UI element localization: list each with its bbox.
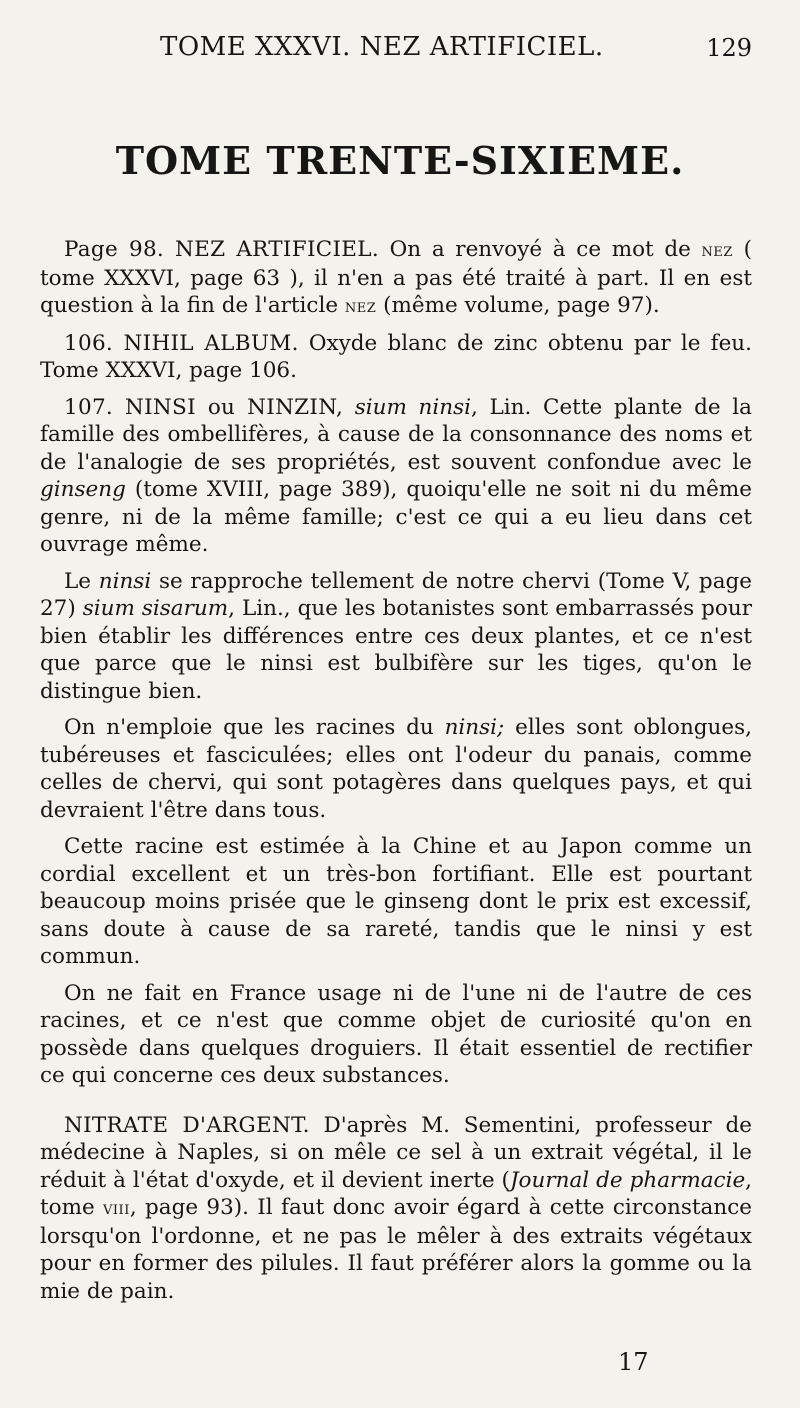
small-caps-run: nez <box>701 240 733 261</box>
paragraph-nez-artificiel <box>40 236 752 321</box>
text-run: , page 93). Il faut donc avoir égard à cette circonstance lorsqu'on l'ordonne, et ne pas le mêler à des extraits végétaux pour en former des pilules. Il faut préférer alors la gomme ou la mie de pain. <box>40 1195 752 1304</box>
text-run: (même volume, page 97). <box>376 293 660 318</box>
running-head <box>0 32 800 72</box>
paragraph-france <box>40 980 752 1090</box>
text-run: Cette racine est estimée à la Chine et au Japon comme un cordial excellent et un très-bon fortifiant. Elle est pourtant beaucoup moins prisée que le ginseng dont le prix est excessif, sans doute à cause de sa rareté, tandis que le ninsi y est commun. <box>40 834 752 969</box>
paragraph-ninsi <box>40 394 752 559</box>
italic-run: ginseng <box>40 477 126 502</box>
text-run: On ne fait en France usage ni de l'une ni de l'autre de ces racines, et ce n'est que comme objet de curiosité qu'on en possède dans quelques droguiers. Il était essentiel de rectifier ce qui concerne ces deux substances. <box>40 980 752 1088</box>
italic-run: sium ninsi <box>343 394 472 420</box>
running-title: TOME XXXVI. NEZ ARTIFICIEL. <box>160 32 604 62</box>
small-caps-run: viii <box>103 1198 130 1219</box>
italic-run: ninsi; <box>444 715 505 740</box>
text-run: Oxyde blanc de zinc obtenu par le feu. Tome XXXVI, page 106. <box>40 330 752 383</box>
italic-run: Journal de pharmacie <box>509 1167 746 1193</box>
page-number: 129 <box>706 34 752 62</box>
entry-heading: NITRATE D'ARGENT. <box>64 1112 310 1138</box>
paragraph-nitrate-argent <box>40 1112 752 1306</box>
text-run: , Lin. Cette plante de la famille des ombellifères, à cause de la consonnance des noms et de l'analogie de ses propriétés, est souvent confondue avec le <box>40 394 752 475</box>
text-run: On n'emploie que les racines du <box>64 715 445 740</box>
signature-mark: 17 <box>618 1348 649 1376</box>
entry-heading: 107. NINSI ou NINZIN, <box>64 394 344 420</box>
italic-run: sium sisarum <box>82 596 229 621</box>
italic-run: ninsi <box>98 568 152 594</box>
paragraph-ninsi-chervi <box>40 568 752 706</box>
text-run: , Lin., que les botanistes sont embarrassés pour bien établir les différences entre ces deux plantes, et ce n'est que parce que le ninsi est bulbifère sur les tiges, qu'on le distingue bien. <box>40 596 752 704</box>
body-text <box>40 236 752 1314</box>
entry-heading: Page 98. NEZ ARTIFICIEL. <box>64 237 379 262</box>
text-run: On a renvoyé à ce mot de <box>379 237 702 262</box>
text-run: se rapproche tellement de notre chervi (Tome V, page 27) <box>40 568 752 621</box>
section-title: TOME TRENTE-SIXIEME. <box>115 138 685 183</box>
small-caps-run: nez <box>344 296 377 317</box>
paragraph-chine-japon <box>40 833 752 971</box>
text-run: D'après M. Sementini, professeur de médecine à Naples, si on mêle ce sel à un extrait végétal, il le réduit à l'état d'oxyde, et il devient inerte ( <box>40 1112 752 1193</box>
text-run: ( tome XXXVI, page 63 ), il n'en a pas été traité à part. Il en est question à la fin de l'article <box>40 237 752 318</box>
text-run: (tome XVIII, page 389), quoiqu'elle ne soit ni du même genre, ni de la même famille; c'est ce qui a eu lieu dans cet ouvrage même. <box>40 477 752 557</box>
text-run: elles sont oblongues, tubéreuses et fasciculées; elles ont l'odeur du panais, comme celles de chervi, qui sont potagères dans quelques pays, et qui devraient l'être dans tous. <box>40 715 752 823</box>
text-run: Le <box>64 568 99 594</box>
paragraph-racines <box>40 714 752 824</box>
paragraph-nihil-album <box>40 330 752 385</box>
text-run: , tome <box>40 1167 753 1220</box>
entry-heading: 106. NIHIL ALBUM. <box>64 330 299 356</box>
